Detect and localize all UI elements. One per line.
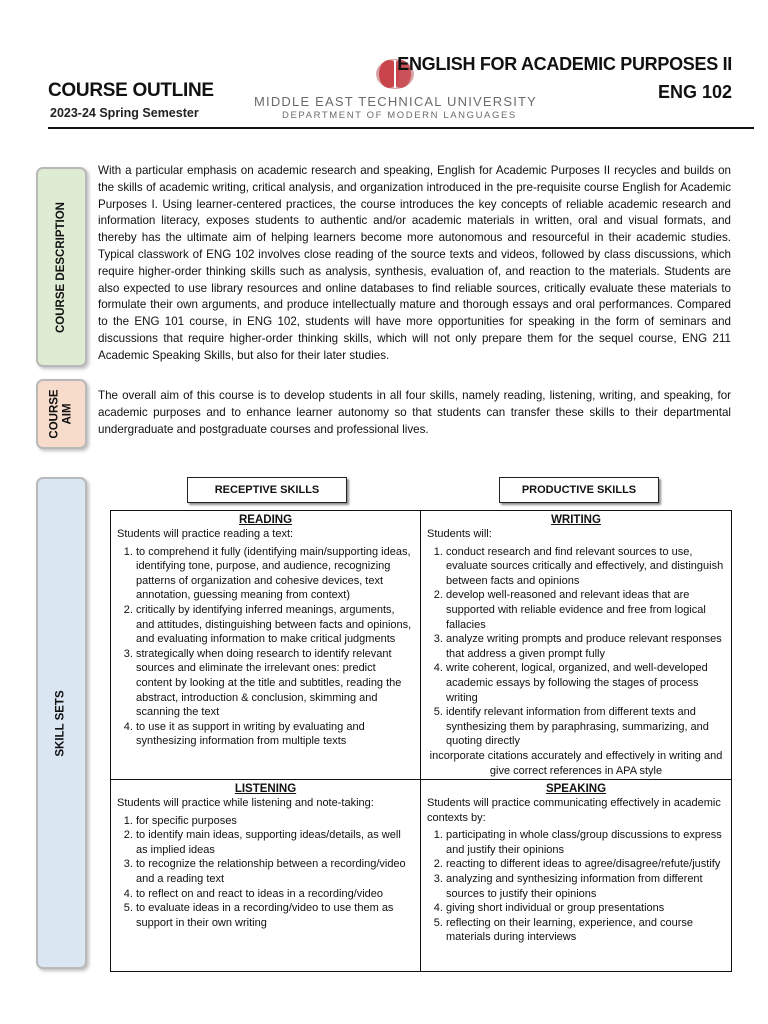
writing-list: [427, 545, 725, 749]
course-outline-title: COURSE OUTLINE: [48, 80, 214, 101]
speaking-cell: [421, 780, 731, 971]
reading-cell: [111, 511, 421, 780]
listening-cell: [111, 780, 421, 971]
writing-intro: Students will:: [427, 528, 492, 540]
list-item: 3. to recognize the relationship between a recording/video and a reading text: [136, 857, 414, 886]
course-title: ENGLISH FOR ACADEMIC PURPOSES II: [397, 54, 732, 74]
course-description-label: COURSE DESCRIPTION: [55, 201, 67, 333]
skill-sets-label: SKILL SETS: [55, 689, 67, 757]
course-aim-text: The overall aim of this course is to develop students in all four skills, namely reading, listening, writing, and speaking, for academic purposes and to enhance learner autonomy so that students can transfer these skills to their departmental undergraduate and postgraduate courses and professional lives.: [98, 389, 731, 436]
list-item: 2. develop well-reasoned and relevant ideas that are supported with reliable evidence and free from logical fallacies: [446, 588, 725, 632]
course-aim-tab: [36, 379, 87, 449]
course-aim-label: [49, 389, 75, 438]
productive-skills-header: PRODUCTIVE SKILLS: [499, 477, 659, 503]
list-item: 5. identify relevant information from different texts and synthesizing them by paraphrasing, summarizing, and quoting directly: [446, 705, 725, 749]
speaking-list: [427, 828, 725, 945]
listening-intro: Students will practice while listening and note-taking:: [117, 797, 374, 809]
writing-tail: incorporate citations accurately and effectively in writing and give correct references in APA style: [429, 749, 723, 777]
department-name: DEPARTMENT OF MODERN LANGUAGES: [282, 110, 517, 121]
receptive-skills-header: RECEPTIVE SKILLS: [187, 477, 347, 503]
speaking-title: SPEAKING: [545, 783, 607, 795]
list-item: 1. conduct research and find relevant sources to use, evaluate sources critically and effectively, and distinguish between facts and opinions: [446, 545, 725, 589]
reading-title: READING: [238, 514, 293, 526]
list-item: 5. reflecting on their learning, experience, and course materials during interviews: [446, 916, 725, 945]
writing-title: WRITING: [551, 514, 601, 526]
header-divider: [48, 127, 754, 129]
course-aim-label-line2: AIM: [61, 403, 74, 425]
listening-list: [117, 814, 414, 931]
list-item: 2. reacting to different ideas to agree/disagree/refute/justify: [446, 857, 725, 872]
list-item: 1. to comprehend it fully (identifying main/supporting ideas, identifying tone, purpose, and audience, recognizing patterns of organization and cohesive devices, text annotation, guessing meaning from context): [136, 545, 414, 603]
list-item: 3. analyze writing prompts and produce relevant responses that address a given prompt fully: [446, 632, 725, 661]
course-description-text: With a particular emphasis on academic research and speaking, English for Academic Purposes II recycles and builds on the skills of academic writing, critical analysis, and organization introduced in the pre-requisite course English for Academic Purposes I. Using learner-centered practices, the course introduces the key concepts of reliable academic research and information literacy, exposes students to authentic and/or academic materials in written, oral and visual formats, and thereby has the ultimate aim of helping learners become more autonomous and resourceful in their academic studies. Typical classwork of ENG 102 involves close reading of the source texts and videos, followed by class discussions, which require higher-order thinking skills such as analysis, synthesis, evaluation of, and reaction to the materials. Students are also expected to use library resources and online databases to find reliable sources, critically evaluate these materials to formulate their own arguments, and produce intellectually mature and thorough essays and oral performances. Compared to the ENG 101 course, in ENG 102, students will have more opportunities for speaking in the form of seminars and discussions that require higher-order thinking skills, which will not only prepare them for the sequel course, ENG 211 Academic Speaking Skills, but also for their later studies.: [98, 164, 731, 362]
writing-cell: [421, 511, 731, 780]
list-item: 2. to identify main ideas, supporting ideas/details, as well as implied ideas: [136, 828, 414, 857]
list-item: 4. giving short individual or group presentations: [446, 901, 725, 916]
skills-table: [110, 510, 732, 972]
list-item: 3. analyzing and synthesizing information from different sources to justify their opinions: [446, 872, 725, 901]
course-code: ENG 102: [657, 82, 732, 102]
speaking-intro: Students will practice communicating effectively in academic contexts by:: [427, 797, 721, 824]
list-item: 4. to reflect on and react to ideas in a recording/video: [136, 887, 414, 902]
list-item: 4. write coherent, logical, organized, and well-developed academic essays by following the stages of process writing: [446, 661, 725, 705]
listening-title: LISTENING: [234, 783, 297, 795]
reading-intro: Students will practice reading a text:: [117, 528, 294, 540]
reading-list: [117, 545, 414, 749]
course-aim-label-line1: COURSE: [48, 389, 61, 439]
list-item: 4. to use it as support in writing by evaluating and synthesizing information from multiple texts: [136, 720, 414, 749]
semester-label: 2023-24 Spring Semester: [50, 106, 199, 120]
university-name: MIDDLE EAST TECHNICAL UNIVERSITY: [254, 94, 538, 109]
skill-sets-tab: [36, 477, 87, 969]
list-item: 1. participating in whole class/group discussions to express and justify their opinions: [446, 828, 725, 857]
list-item: 1. for specific purposes: [136, 814, 414, 829]
list-item: 2. critically by identifying inferred meanings, arguments, and attitudes, distinguishing between facts and opinions, and evaluating information to make critical judgments: [136, 603, 414, 647]
list-item: 5. to evaluate ideas in a recording/video to use them as support in their own writing: [136, 901, 414, 930]
list-item: 3. strategically when doing research to identify relevant sources and eliminate the irrelevant ones: predict content by looking at the title and subtitles, reading the abstract, introduction & conclusion, skimming and scanning the text: [136, 647, 414, 720]
course-description-tab: [36, 167, 87, 367]
